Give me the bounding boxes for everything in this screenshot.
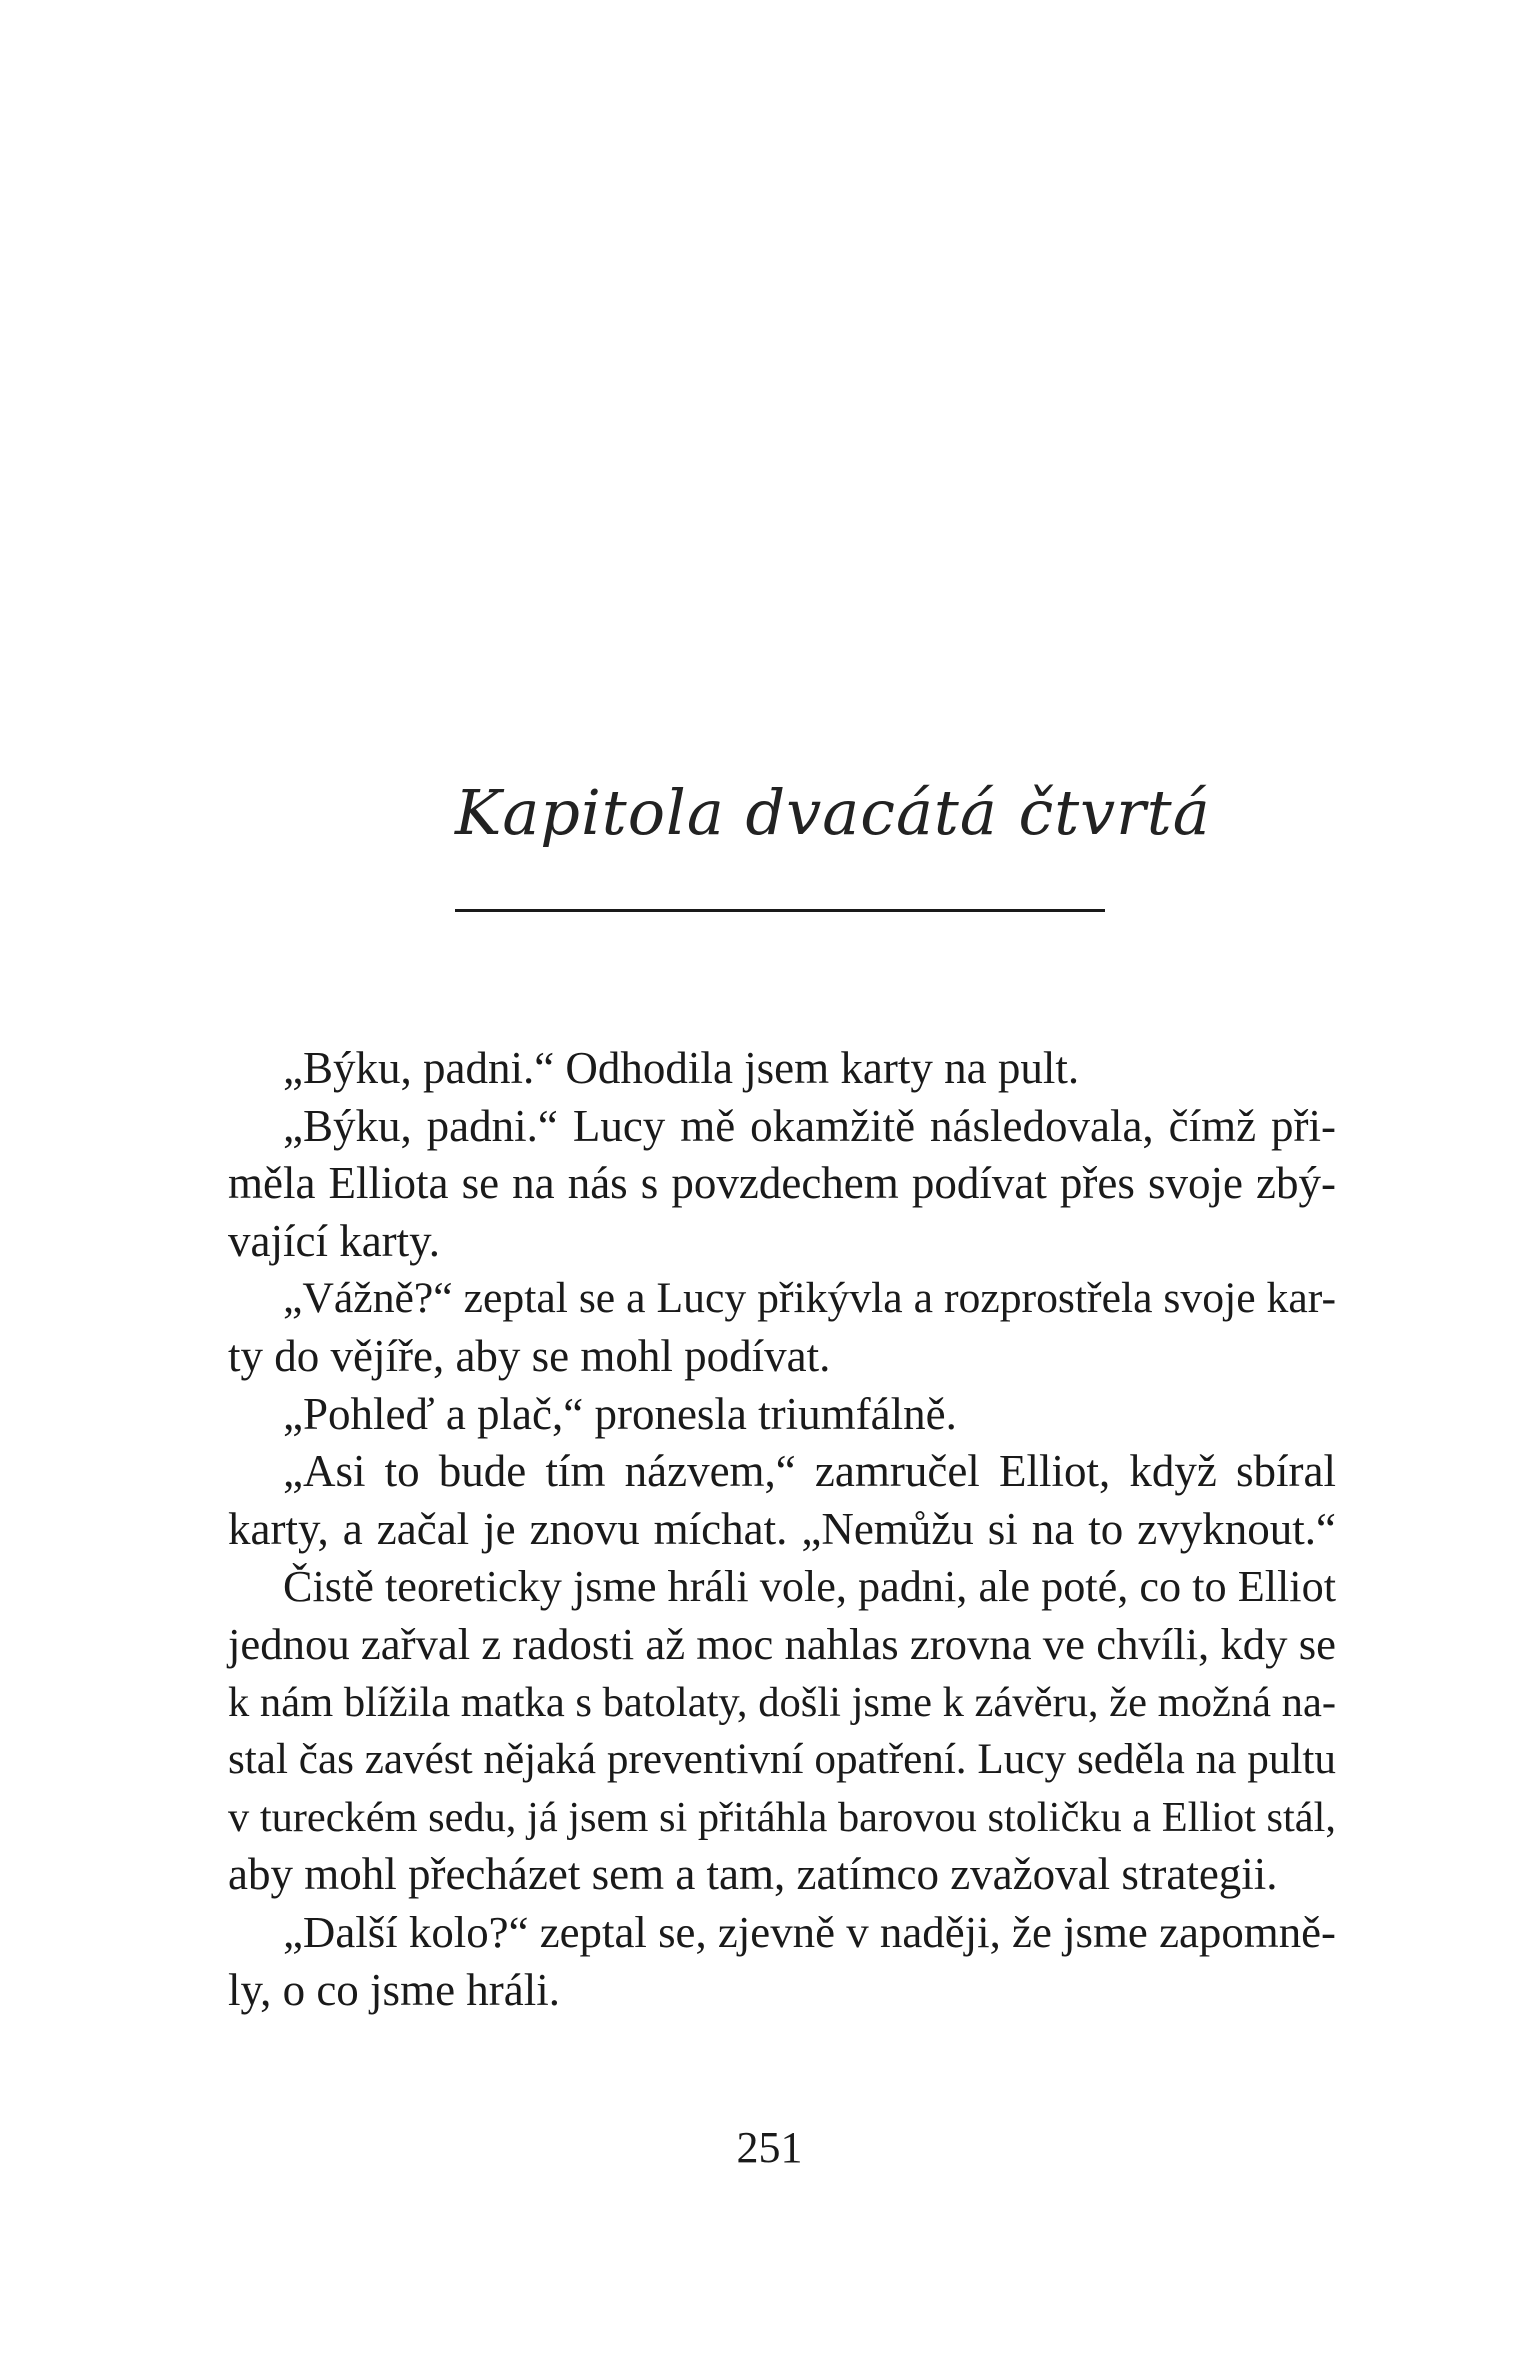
text-line: „Další kolo?“ zeptal se, zjevně v naději, že jsme zapomně- (283, 1906, 1336, 1957)
text-line: vající karty. (228, 1215, 440, 1266)
chapter-divider (455, 909, 1105, 912)
text-line: aby mohl přecházet sem a tam, zatímco zvažoval strategii. (228, 1849, 1278, 1900)
text-line: „Býku, padni.“ Odhodila jsem karty na pult. (283, 1043, 1080, 1093)
chapter-heading: Kapitola dvacátá čtvrtá (455, 776, 1211, 849)
text-line: v tureckém sedu, já jsem si přitáhla barovou stoličku a Elliot stál, (228, 1793, 1336, 1841)
text-line: „Pohleď a plač,“ pronesla triumfálně. (283, 1388, 957, 1439)
text-line: „Vážně?“ zeptal se a Lucy přikývla a rozprostřela svoje kar- (283, 1274, 1336, 1323)
body-text (228, 1040, 1336, 2019)
text-line: karty, a začal je znovu míchat. „Nemůžu si na to zvyknout.“ (228, 1503, 1336, 1554)
text-line: ty do vějíře, aby se mohl podívat. (228, 1330, 831, 1381)
text-line: stal čas zavést nějaká preventivní opatření. Lucy seděla na pultu (228, 1736, 1336, 1784)
text-line: „Býku, padni.“ Lucy mě okamžitě následovala, čímž při- (283, 1100, 1336, 1151)
text-line: Čistě teoreticky jsme hráli vole, padni, ale poté, co to Elliot (283, 1562, 1336, 1612)
text-line: k nám blížila matka s batolaty, došli jsme k závěru, že možná na- (228, 1678, 1336, 1726)
text-line: jednou zařval z radosti až moc nahlas zrovna ve chvíli, kdy se (228, 1618, 1336, 1669)
text-line: „Asi to bude tím názvem,“ zamručel Elliot, když sbíral (283, 1446, 1336, 1497)
text-line: ly, o co jsme hráli. (228, 1964, 561, 2015)
page-number: 251 (736, 2123, 803, 2172)
text-line: měla Elliota se na nás s povzdechem podívat přes svoje zbý- (228, 1158, 1336, 1209)
